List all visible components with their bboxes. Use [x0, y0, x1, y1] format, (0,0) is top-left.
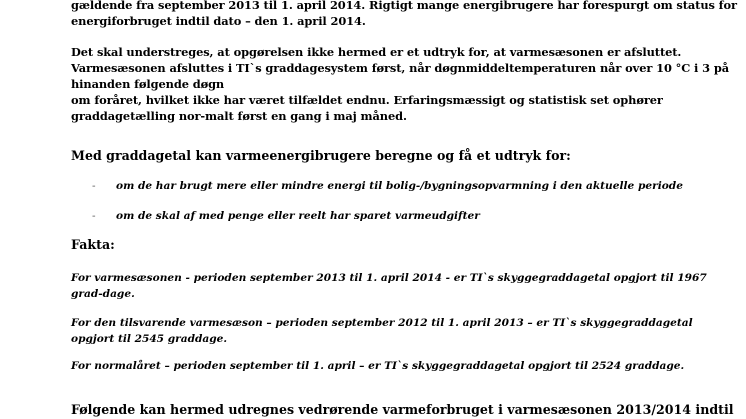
- bullet-item: [92, 209, 712, 224]
- fact-line: For den tilsvarende varmesæson – perioden september 2012 til 1. april 2013 – er TI`s skyggegraddagetal: [71, 317, 693, 329]
- clarification-line-4: om foråret, hvilket ikke har været tilfældet endnu. Erfaringsmæssigt og statistisk set ophører: [71, 93, 663, 107]
- clarification-line-2: Varmesæsonen afsluttes i TI`s graddagesystem først, når døgnmiddeltemperaturen når over 10 °C i 3 på: [71, 61, 729, 75]
- fact-line: grad-dage.: [71, 288, 135, 300]
- intro-line-2: energiforbruget indtil dato – den 1. april 2014.: [71, 14, 366, 28]
- bullet-item: [92, 179, 712, 194]
- closing-heading: Følgende kan hermed udregnes vedrørende varmeforbruget i varmesæsonen 2013/2014 indtil: [71, 402, 734, 417]
- graddagetal-heading: Med graddagetal kan varmeenergibrugere beregne og få et udtryk for:: [71, 148, 571, 163]
- clarification-line-3: hinanden følgende døgn: [71, 77, 225, 91]
- clarification-line-5: graddagetælling nor-malt først en gang i maj måned.: [71, 109, 407, 123]
- bullet-text: om de har brugt mere eller mindre energi til bolig-/bygningsopvarmning i den aktuelle periode: [116, 180, 683, 192]
- clarification-line-1: Det skal understreges, at opgørelsen ikke hermed er et udtryk for, at varmesæsonen er afsluttet.: [71, 45, 682, 59]
- bullet-text: om de skal af med penge eller reelt har sparet varmeudgifter: [116, 210, 480, 222]
- clarification-paragraph: [71, 44, 729, 124]
- bullet-dash: -: [92, 210, 96, 222]
- fact-paragraph: [71, 358, 711, 374]
- fact-line: For varmesæsonen - perioden september 2013 til 1. april 2014 - er TI`s skyggegraddagetal opgjort til 1967: [71, 272, 707, 284]
- bullet-dash: -: [92, 180, 96, 192]
- fakta-heading: Fakta:: [71, 237, 115, 252]
- fact-paragraph: [71, 270, 711, 302]
- fact-line: For normalåret – perioden september til 1. april – er TI`s skyggegraddagetal opgjort til 2524 graddage.: [71, 360, 685, 372]
- intro-line-1: gældende fra september 2013 til 1. april 2014. Rigtigt mange energibrugere har forespurgt om status for: [71, 0, 737, 12]
- intro-paragraph: [71, 0, 737, 29]
- fact-paragraph: [71, 315, 711, 347]
- fact-line: opgjort til 2545 graddage.: [71, 333, 228, 345]
